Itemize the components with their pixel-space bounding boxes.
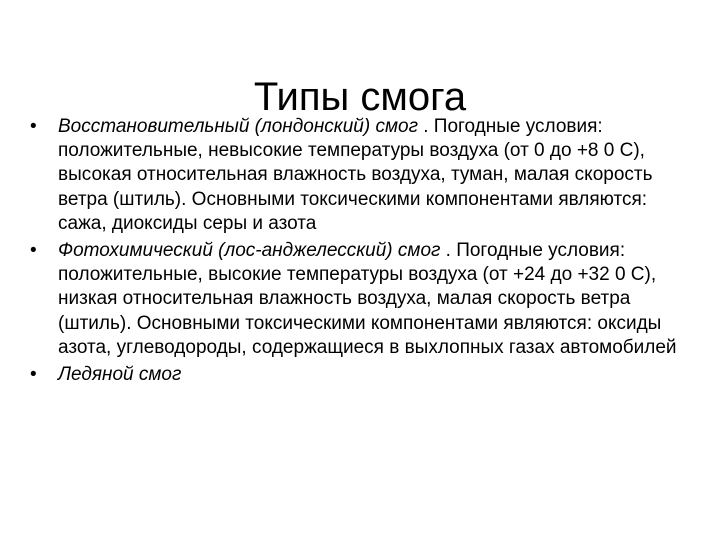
bullet-dot-icon: • bbox=[30, 364, 37, 386]
bullet-list bbox=[30, 115, 700, 390]
bullet-dot-icon: • bbox=[30, 240, 37, 262]
bullet-term: Фотохимический (лос-анджелесский) смог bbox=[58, 240, 441, 262]
slide-title: Типы смога bbox=[253, 74, 467, 119]
bullet-description: . Погодные условия: положительные, высокие температуры воздуха (от +24 до +32 0 С), низкая относительная влажность воздуха, малая скорость ветра (штиль). Основными токсическими компонентами являются: оксиды азота, углеводороды, содержащиеся в выхлопных газах автомобилей bbox=[58, 240, 677, 358]
bullet-dot-icon: • bbox=[30, 116, 37, 137]
bullet-item-london-smog bbox=[30, 115, 700, 236]
bullet-term: Ледяной смог bbox=[58, 364, 182, 386]
bullet-item-photochemical-smog bbox=[30, 239, 700, 360]
bullet-item-ice-smog bbox=[30, 363, 700, 387]
bullet-term: Восстановительный (лондонский) смог bbox=[58, 116, 418, 137]
bullet-description: . Погодные условия: положительные, невысокие температуры воздуха (от 0 до +8 0 С), высокая относительная влажность воздуха, туман, малая скорость ветра (штиль). Основными токсическими компонентами являются: сажа, диоксиды серы и азота bbox=[58, 116, 653, 234]
